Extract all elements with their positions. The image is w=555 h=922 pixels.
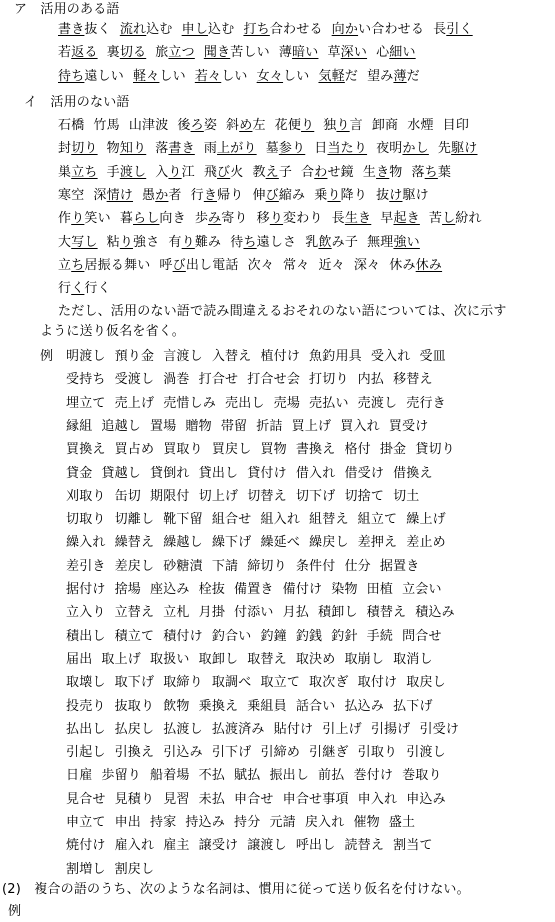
word: 深情け (93, 187, 134, 203)
example-line (66, 603, 464, 623)
example-word: 貸付け (247, 465, 287, 481)
example-word: 折詰 (256, 418, 283, 434)
example-line (66, 510, 455, 530)
example-line (66, 394, 455, 414)
example-line (66, 487, 428, 507)
example-word: 釣針 (331, 628, 358, 644)
example-word: 払戻し (114, 721, 155, 737)
example-line (66, 650, 442, 670)
example-word: 植付け (260, 349, 301, 364)
word: 若返る (58, 45, 98, 61)
example-line (66, 836, 442, 856)
example-word: 取戻し (406, 675, 446, 691)
example-word: 繰下げ (211, 535, 252, 551)
example-word: 据置き (379, 558, 420, 574)
example-word: 組替え (309, 512, 349, 528)
example-line (66, 860, 163, 880)
example-word: 月掛 (198, 605, 226, 621)
example-line (66, 627, 451, 647)
example-word: 盛土 (388, 815, 416, 830)
example-word: 催物 (353, 815, 380, 830)
example-word: 魚釣用具 (309, 349, 362, 364)
word: 水煙 (407, 118, 434, 133)
example-word: 立替え (114, 605, 155, 621)
example-word: 割当て (393, 838, 433, 854)
section-i-heading: イ 活用のない語 (24, 95, 130, 110)
word-line (58, 116, 478, 136)
word: 作り笑い (58, 211, 111, 227)
word: 長生き (331, 211, 372, 227)
example-word: 飲物 (163, 698, 190, 714)
example-word: 差止め (406, 535, 446, 551)
example-word: 据付け (66, 582, 106, 597)
word: 伸び縮み (252, 187, 306, 203)
word: 書き抜く (58, 22, 111, 37)
example-word: 積立て (114, 628, 155, 644)
word: 長引く (433, 22, 473, 37)
example-word: 取立て (260, 675, 301, 691)
example-word: 田植 (366, 582, 394, 597)
example-word: 積込み (415, 605, 455, 621)
word: 望み薄だ (367, 68, 420, 84)
example-word: 乗組員 (247, 698, 287, 714)
example-word: 借受け (344, 465, 385, 481)
word: 行く行く (58, 281, 111, 297)
word: 教え子 (252, 164, 293, 180)
example-word: 売上げ (114, 395, 155, 411)
word: 旅立つ (155, 45, 195, 61)
example-word: 備置き (234, 582, 274, 597)
word: 移り変わり (256, 211, 323, 227)
footer-example-label: 例 (8, 904, 22, 919)
example-word: 取締り (163, 675, 203, 691)
example-word: 貸出し (198, 465, 239, 481)
word: 後ろ姿 (177, 118, 218, 133)
example-word: 売行き (406, 395, 446, 411)
example-line (66, 580, 451, 600)
example-word: 取壊し (66, 675, 106, 691)
example-word: 引換え (114, 745, 155, 761)
example-line (66, 370, 442, 390)
example-word: 繰替え (114, 535, 155, 551)
word: 打ち合わせる (243, 22, 323, 37)
example-word: 砂糖漬 (163, 558, 203, 574)
example-word: 切上げ (198, 488, 239, 504)
example-word: 払下げ (393, 698, 433, 714)
word: 有り難み (168, 234, 222, 250)
word: 常々 (283, 257, 310, 273)
example-word: 入替え (211, 349, 252, 364)
example-word: 取崩し (344, 651, 385, 667)
word: 向かい合わせる (331, 22, 425, 37)
example-word: 持込み (185, 815, 226, 830)
word-line (58, 163, 460, 183)
example-word: 買物 (260, 442, 287, 458)
word: 待ち遠しい (58, 68, 125, 84)
example-line (66, 766, 451, 786)
word: 目印 (442, 118, 470, 133)
word-line (58, 233, 429, 253)
example-word: 買取り (163, 442, 203, 458)
example-label: 例 (40, 349, 54, 364)
example-word: 貸金 (66, 465, 93, 481)
example-word: 申立て (66, 815, 106, 830)
example-line (66, 464, 442, 484)
word-line (58, 43, 425, 63)
word: 女々しい (256, 68, 310, 84)
example-word: 帯留 (220, 418, 248, 434)
example-word: 贈物 (185, 418, 212, 434)
word: 深々 (353, 257, 381, 273)
word: 飛び火 (203, 164, 244, 180)
word: 落ち葉 (411, 164, 452, 180)
word: 山津波 (128, 118, 169, 133)
example-word: 申込み (406, 791, 446, 807)
example-word: 条件付 (295, 558, 336, 574)
word: 気軽だ (318, 68, 359, 84)
example-word: 明渡し (66, 349, 106, 364)
example-word: 戻入れ (304, 815, 345, 830)
word: 落書き (155, 141, 195, 157)
example-word: 立会い (402, 582, 442, 597)
example-word: 抜取り (114, 698, 155, 714)
example-word: 差引き (66, 558, 106, 574)
example-line (66, 790, 455, 810)
word: 呼び出し電話 (159, 257, 239, 273)
word: 早起き (380, 211, 420, 227)
example-word: 巻取り (402, 768, 442, 784)
example-word: 払渡し (163, 721, 203, 737)
word: 雨上がり (203, 141, 257, 157)
example-word: 話合い (295, 698, 336, 714)
example-word: 付添い (234, 605, 274, 621)
example-word: 缶切 (114, 488, 142, 504)
example-word: 見習 (163, 791, 190, 807)
example-word: 取替え (247, 651, 287, 667)
word: 日当たり (314, 141, 368, 157)
example-word: 手続 (366, 628, 394, 644)
word: 若々しい (194, 68, 248, 84)
word: 抜け駆け (376, 187, 429, 203)
example-word: 繰延べ (260, 535, 301, 551)
example-word: 取付け (357, 675, 398, 691)
word: 裏切る (106, 45, 147, 61)
word: 粘り強さ (106, 234, 160, 250)
example-word: 釣鐘 (260, 628, 287, 644)
example-line (66, 813, 424, 833)
example-word: 組入れ (260, 512, 301, 528)
example-word: 引渡し (406, 745, 446, 761)
example-word: 引込み (163, 745, 203, 761)
example-word: 預り金 (114, 349, 155, 364)
example-word: 貸越し (101, 465, 142, 481)
word: 軽々しい (133, 68, 186, 84)
example-word: 取消し (393, 651, 433, 667)
example-word: 立入り (66, 605, 106, 621)
example-word: 買戻し (211, 442, 252, 458)
example-word: 借入れ (295, 465, 336, 481)
example-word: 見合せ (66, 791, 106, 807)
word: 夜明かし (376, 141, 429, 157)
example-word: 雇入れ (114, 838, 155, 854)
word: 流れ込む (119, 22, 173, 37)
example-word: 問合せ (402, 628, 442, 644)
example-word: 譲渡し (247, 838, 287, 854)
word: 休み休み (389, 257, 443, 273)
example-word: 雇主 (163, 838, 190, 854)
example-word: 内払 (357, 372, 385, 388)
example-word: 切替え (247, 488, 287, 504)
word: 愚か者 (142, 187, 182, 203)
example-word: 積卸し (318, 605, 358, 621)
word: 立ち居振る舞い (58, 257, 151, 273)
example-word: 座込み (150, 582, 190, 597)
example-line (66, 440, 464, 460)
example-word: 貼付け (273, 721, 314, 737)
note-line-1: ただし、活用のない語で読み間違えるおそれのない語については、次に示す (58, 304, 507, 319)
word: 手渡し (106, 164, 147, 180)
word: 石橋 (58, 118, 85, 133)
example-word: 引受け (419, 721, 460, 737)
example-line (66, 720, 468, 740)
example-word: 切捨て (344, 488, 385, 504)
example-word: 買換え (66, 442, 106, 458)
example-word: 元請 (269, 815, 296, 830)
example-word: 立札 (163, 605, 190, 621)
example-word: 届出 (66, 651, 93, 667)
word: 独り言 (323, 118, 363, 133)
example-word: 焼付け (66, 838, 106, 854)
example-word: 持分 (234, 815, 261, 830)
example-word: 栓抜 (198, 582, 226, 597)
example-word: 譲受け (198, 838, 239, 854)
example-word: 貸倒れ (150, 465, 190, 481)
word-line (58, 279, 120, 299)
word: 生き物 (362, 164, 403, 180)
example-word: 引下げ (211, 745, 252, 761)
example-word: 申合せ事項 (282, 791, 349, 807)
example-word: 釣合い (211, 628, 252, 644)
example-word: 移替え (393, 372, 433, 388)
example-word: 買受け (388, 418, 429, 434)
example-line (66, 417, 437, 437)
word-line (58, 139, 486, 159)
example-word: 日雇 (66, 768, 93, 784)
example-word: 引継ぎ (309, 745, 349, 761)
example-word: 巻付け (353, 768, 394, 784)
example-word: 呼出し (295, 838, 336, 854)
example-word: 売惜しみ (163, 395, 217, 411)
example-word: 積出し (66, 628, 106, 644)
example-word: 割戻し (114, 861, 155, 877)
example-word: 繰上げ (406, 512, 446, 528)
example-word: 渦巻 (163, 372, 190, 388)
word: 竹馬 (93, 118, 120, 133)
word: 乳飲み子 (305, 234, 359, 250)
word: 花便り (274, 118, 315, 133)
example-word: 不払 (198, 768, 226, 784)
word: 暮らし向き (119, 211, 186, 227)
word-line (58, 67, 429, 87)
example-word: 仕分 (344, 558, 371, 574)
example-word: 積付け (163, 628, 203, 644)
word: 墓参り (265, 141, 306, 157)
example-line (66, 557, 428, 577)
example-word: 引起し (66, 745, 106, 761)
example-word: 打合せ会 (247, 372, 301, 388)
example-word: 借換え (393, 465, 433, 481)
example-word: 売出し (225, 395, 265, 411)
example-word: 売払い (309, 395, 349, 411)
example-word: 払込み (344, 698, 385, 714)
example-word: 船着場 (150, 768, 190, 784)
word-line (58, 20, 482, 40)
example-word: 格付 (344, 442, 371, 458)
example-word: 引取り (357, 745, 398, 761)
example-word: 取上げ (101, 651, 142, 667)
example-word: 受入れ (370, 349, 411, 364)
example-word: 期限付 (150, 488, 190, 504)
example-word: 差戻し (114, 558, 155, 574)
word: 寒空 (58, 187, 85, 203)
example-word: 差押え (357, 535, 398, 551)
example-word: 組合せ (211, 512, 252, 528)
example-line (66, 743, 455, 763)
example-word: 受渡し (114, 372, 155, 388)
example-word: 捨場 (114, 582, 142, 597)
word: 大写し (58, 234, 98, 250)
example-word: 取次ぎ (309, 675, 349, 691)
example-word: 賦払 (234, 768, 261, 784)
section-a-heading: ア 活用のある語 (14, 2, 120, 17)
example-word: 取調べ (211, 675, 252, 691)
word-line (58, 256, 451, 276)
word-line (58, 186, 438, 206)
word: 物知り (106, 141, 147, 157)
example-word: 繰戻し (309, 535, 349, 551)
example-word: 切取り (66, 512, 106, 528)
word: 申し込む (181, 22, 235, 37)
example-word: 締切り (247, 558, 287, 574)
example-word: 下請 (211, 558, 239, 574)
example-word: 振出し (269, 768, 310, 784)
word: 次々 (247, 257, 275, 273)
example-line (66, 697, 442, 717)
example-word: 申合せ (234, 791, 274, 807)
example-word: 引上げ (322, 721, 362, 737)
example-word: 繰入れ (66, 535, 106, 551)
word: 巣立ち (58, 164, 98, 180)
word: 無理強い (367, 234, 420, 250)
word: 先駆け (437, 141, 478, 157)
example-word: 払渡済み (211, 721, 265, 737)
word: 草深い (327, 45, 368, 61)
footer-heading: (2) 複合の語のうち、次のような名詞は、慣用に従って送り仮名を付けない。 (2, 882, 470, 897)
word-line (58, 209, 491, 229)
example-word: 取下げ (114, 675, 155, 691)
example-word: 払出し (66, 721, 106, 737)
example-word: 受持ち (66, 372, 106, 388)
example-line (66, 533, 455, 553)
example-word: 染物 (331, 582, 358, 597)
example-word: 読替え (344, 838, 385, 854)
example-word: 見積り (114, 791, 155, 807)
example-word: 月払 (282, 605, 310, 621)
word: 封切り (58, 141, 98, 157)
word: 斜め左 (226, 118, 266, 133)
example-word: 靴下留 (163, 512, 203, 528)
example-word: 取卸し (198, 651, 239, 667)
word: 聞き苦しい (203, 45, 270, 61)
example-word: 売場 (273, 395, 301, 411)
example-word: 言渡し (163, 349, 203, 364)
example-word: 打合せ (198, 372, 239, 388)
example-word: 売渡し (357, 395, 398, 411)
example-word: 追越し (101, 418, 142, 434)
example-line (66, 673, 455, 693)
example-word: 申入れ (357, 791, 398, 807)
example-word: 買上げ (291, 418, 332, 434)
example-word: 刈取り (66, 488, 106, 504)
example-word: 組立て (357, 512, 398, 528)
example-word: 未払 (198, 791, 226, 807)
example-word: 釣銭 (295, 628, 323, 644)
example-word: 前払 (318, 768, 345, 784)
word: 苦し紛れ (428, 211, 482, 227)
example-line (66, 347, 455, 367)
word: 近々 (318, 257, 345, 273)
word: 待ち遠しさ (230, 234, 297, 250)
word: 卸商 (371, 118, 399, 133)
example-word: 持家 (150, 815, 177, 830)
example-word: 買入れ (340, 418, 380, 434)
word: 合わせ鏡 (301, 164, 354, 180)
example-word: 投売り (66, 698, 106, 714)
example-word: 申出 (114, 815, 142, 830)
example-word: 乗換え (198, 698, 239, 714)
example-word: 置場 (150, 418, 177, 434)
example-word: 埋立て (66, 395, 106, 411)
example-word: 積替え (366, 605, 407, 621)
example-word: 打切り (309, 372, 349, 388)
example-word: 書換え (295, 442, 336, 458)
example-word: 掛金 (379, 442, 407, 458)
example-word: 備付け (282, 582, 323, 597)
example-word: 繰越し (163, 535, 203, 551)
example-word: 縁組 (66, 418, 93, 434)
example-word: 取決め (295, 651, 336, 667)
example-word: 切土 (393, 488, 420, 504)
word: 行き帰り (190, 187, 244, 203)
word: 乗り降り (314, 187, 368, 203)
example-word: 歩留り (101, 768, 142, 784)
example-word: 買占め (114, 442, 155, 458)
example-word: 切下げ (295, 488, 336, 504)
example-word: 貸切り (415, 442, 455, 458)
example-word: 割増し (66, 861, 106, 877)
note-line-2: ように送り仮名を省く。 (40, 324, 185, 339)
word: 歩み寄り (194, 211, 248, 227)
word: 薄暗い (278, 45, 319, 61)
example-word: 受皿 (419, 349, 446, 364)
example-word: 取扱い (150, 651, 190, 667)
word: 入り江 (155, 164, 195, 180)
example-word: 引揚げ (370, 721, 411, 737)
word: 心細い (376, 45, 416, 61)
example-word: 引締め (260, 745, 301, 761)
example-word: 切離し (114, 512, 155, 528)
